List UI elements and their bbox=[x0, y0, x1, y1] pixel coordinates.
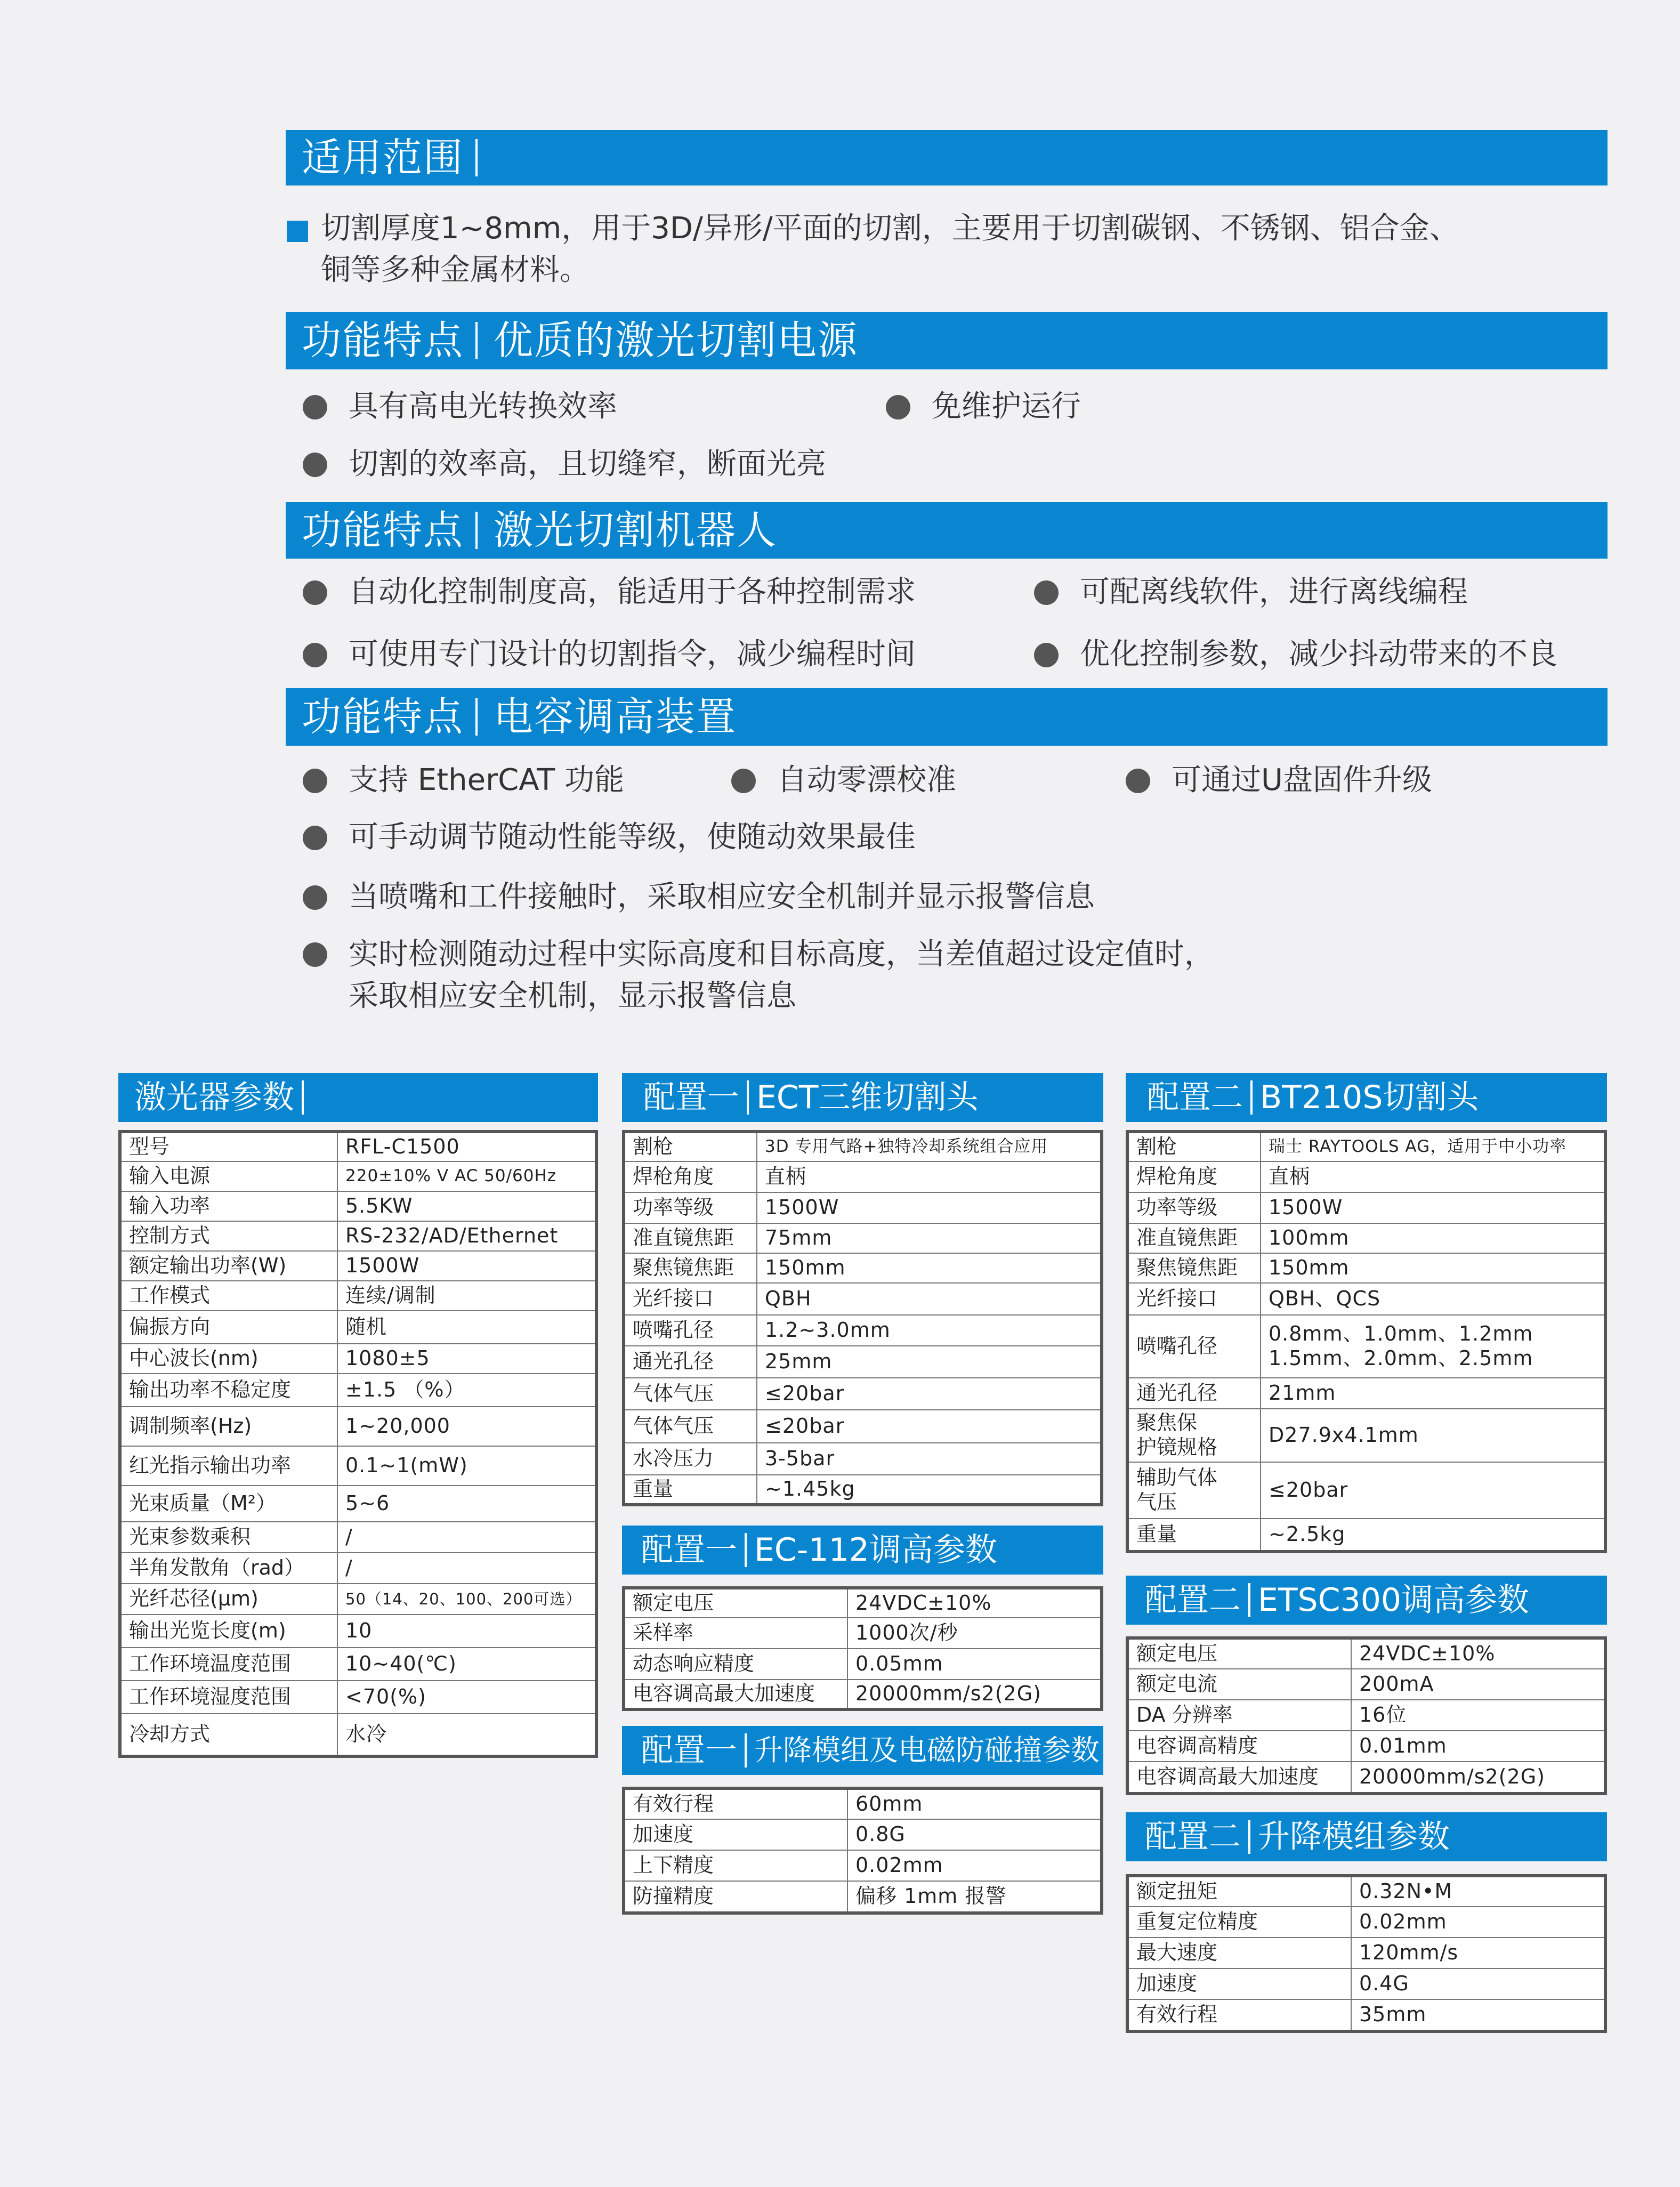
table-row: 输出功率不稳定度 ±1.5 （%） bbox=[120, 1374, 596, 1407]
table-row: 型号 RFL-C1500 bbox=[120, 1132, 596, 1161]
header-prefix: 配置二 bbox=[1145, 1581, 1241, 1619]
table-row: 聚焦镜焦距 150mm bbox=[1127, 1253, 1605, 1283]
table-row: 加速度 0.8G bbox=[624, 1819, 1102, 1850]
bullet-dot-icon bbox=[1034, 643, 1059, 667]
ect-table bbox=[622, 1130, 1103, 1506]
bt210-header bbox=[1126, 1073, 1607, 1122]
title-separator bbox=[475, 698, 478, 736]
table-row: 输入功率 5.5KW bbox=[120, 1191, 596, 1221]
scope-banner bbox=[286, 130, 1608, 185]
banner-title: 优质的激光切割电源 bbox=[494, 318, 858, 364]
table-row: 重量 ~1.45kg bbox=[624, 1475, 1102, 1505]
bullet-dot-icon bbox=[303, 885, 327, 910]
table-row: DA 分辨率 16位 bbox=[1127, 1700, 1605, 1731]
banner-prefix: 功能特点 bbox=[302, 694, 464, 740]
feature-item: 可手动调节随动性能等级，使随动效果最佳 bbox=[303, 822, 916, 852]
etsc-header bbox=[1126, 1576, 1607, 1625]
title-separator bbox=[475, 512, 478, 549]
feature-item: 实时检测随动过程中实际高度和目标高度，当差值超过设定值时， 采取相应安全机制，显示报警信息 bbox=[303, 934, 1214, 1017]
table-row: 气体气压 ≤20bar bbox=[624, 1378, 1102, 1410]
scope-description bbox=[321, 208, 1459, 291]
table-row: 喷嘴孔径 1.2~3.0mm bbox=[624, 1315, 1102, 1346]
table-row: 割枪 3D 专用气路+独特冷却系统组合应用 bbox=[624, 1132, 1102, 1161]
table-row: 通光孔径 25mm bbox=[624, 1346, 1102, 1378]
table-row: 光束质量（M²） 5~6 bbox=[120, 1486, 596, 1522]
title-separator bbox=[302, 1080, 304, 1115]
bullet-dot-icon bbox=[303, 826, 327, 850]
bullet-dot-icon bbox=[886, 395, 910, 419]
header-prefix: 配置一 bbox=[641, 1531, 737, 1569]
table-row: 工作环境湿度范围 <70(%) bbox=[120, 1681, 596, 1714]
table-row: 输出光览长度(m) 10 bbox=[120, 1615, 596, 1648]
table-row: 工作模式 连续/调制 bbox=[120, 1281, 596, 1311]
feature-item: 可通过U盘固件升级 bbox=[1126, 765, 1432, 795]
lift2-table bbox=[1126, 1874, 1607, 2033]
ec112-table bbox=[622, 1586, 1103, 1711]
bullet-dot-icon bbox=[303, 453, 327, 477]
table-row: 动态响应精度 0.05mm bbox=[624, 1649, 1102, 1680]
bullet-dot-icon bbox=[303, 580, 327, 605]
header-title: 升降模组参数 bbox=[1258, 1818, 1450, 1855]
table-row: 额定电压 24VDC±10% bbox=[1127, 1638, 1605, 1669]
table-row: 输入电源 220±10% V AC 50/60Hz bbox=[120, 1161, 596, 1191]
title-separator bbox=[1250, 1080, 1253, 1115]
table-row: 光纤芯径(μm) 50（14、20、100、200可选） bbox=[120, 1584, 596, 1615]
table-row: 额定电压 24VDC±10% bbox=[624, 1588, 1102, 1618]
title-separator bbox=[1248, 1820, 1250, 1854]
feature-item: 免维护运行 bbox=[886, 392, 1081, 422]
lift2-header bbox=[1126, 1812, 1607, 1861]
table-row: 电容调高最大加速度 20000mm/s2(2G) bbox=[624, 1680, 1102, 1709]
scope-title: 适用范围 bbox=[302, 135, 464, 181]
table-row: 调制频率(Hz) 1~20,000 bbox=[120, 1407, 596, 1446]
header-prefix: 配置二 bbox=[1145, 1818, 1241, 1855]
table-row: 有效行程 60mm bbox=[624, 1788, 1102, 1819]
table-row: 光束参数乘积 / bbox=[120, 1522, 596, 1553]
bullet-dot-icon bbox=[303, 942, 327, 967]
header-title: BT210S切割头 bbox=[1260, 1079, 1479, 1116]
table-row: 通光孔径 21mm bbox=[1127, 1378, 1605, 1409]
table-row: 防撞精度 偏移 1mm 报警 bbox=[624, 1881, 1102, 1913]
title-separator bbox=[1248, 1583, 1250, 1617]
bullet-dot-icon bbox=[303, 643, 327, 667]
bt210-table bbox=[1126, 1130, 1607, 1553]
table-row: 聚焦镜焦距 150mm bbox=[624, 1253, 1102, 1283]
table-row: 控制方式 RS-232/AD/Ethernet bbox=[120, 1221, 596, 1251]
table-row: 光纤接口 QBH、QCS bbox=[1127, 1283, 1605, 1315]
banner-title: 激光切割机器人 bbox=[494, 507, 777, 553]
scope-line: 铜等多种金属材料。 bbox=[321, 253, 589, 287]
ect-header bbox=[622, 1073, 1103, 1122]
table-row: 重量 ~2.5kg bbox=[1127, 1519, 1605, 1552]
title-separator bbox=[475, 139, 478, 176]
table-row: 加速度 0.4G bbox=[1127, 1968, 1605, 1999]
table-row: 电容调高最大加速度 20000mm/s2(2G) bbox=[1127, 1762, 1605, 1794]
title-separator bbox=[475, 322, 478, 359]
feature-item: 具有高电光转换效率 bbox=[303, 392, 617, 422]
table-row: 聚焦保 护镜规格 D27.9x4.1mm bbox=[1127, 1409, 1605, 1462]
header-prefix: 配置一 bbox=[643, 1079, 739, 1116]
lift1-table bbox=[622, 1787, 1103, 1915]
table-row: 功率等级 1500W bbox=[1127, 1192, 1605, 1223]
banner-prefix: 功能特点 bbox=[302, 318, 464, 364]
bullet-dot-icon bbox=[303, 395, 327, 419]
ec112-header bbox=[622, 1526, 1103, 1575]
table-row: 准直镜焦距 75mm bbox=[624, 1223, 1102, 1253]
bullet-dot-icon bbox=[303, 769, 327, 793]
feature-item: 自动化控制制度高，能适用于各种控制需求 bbox=[303, 577, 916, 607]
feature-item: 当喷嘴和工件接触时，采取相应安全机制并显示报警信息 bbox=[303, 882, 1095, 912]
table-row: 额定电流 200mA bbox=[1127, 1669, 1605, 1700]
table-row: 焊枪角度 直柄 bbox=[624, 1161, 1102, 1192]
feature-item: 支持 EtherCAT 功能 bbox=[303, 765, 624, 795]
table-row: 上下精度 0.02mm bbox=[624, 1850, 1102, 1881]
table-row: 中心波长(nm) 1080±5 bbox=[120, 1344, 596, 1374]
etsc-table bbox=[1126, 1636, 1607, 1795]
table-row: 气体气压 ≤20bar bbox=[624, 1410, 1102, 1443]
table-row: 最大速度 120mm/s bbox=[1127, 1938, 1605, 1968]
scope-line: 切割厚度1~8mm，用于3D/异形/平面的切割，主要用于切割碳钢、不锈钢、铝合金、 bbox=[321, 211, 1459, 246]
table-row: 工作环境温度范围 10~40(℃) bbox=[120, 1648, 596, 1681]
feature-banner-power bbox=[286, 312, 1608, 369]
lift1-header bbox=[622, 1726, 1103, 1775]
header-title: 升降模组及电磁防碰撞参数 bbox=[754, 1733, 1100, 1767]
table-row: 冷却方式 水冷 bbox=[120, 1714, 596, 1756]
table-row: 额定输出功率(W) 1500W bbox=[120, 1251, 596, 1281]
header-prefix: 配置二 bbox=[1147, 1079, 1243, 1116]
header-title: ETSC300调高参数 bbox=[1258, 1581, 1530, 1619]
feature-banner-robot bbox=[286, 502, 1608, 559]
table-row: 功率等级 1500W bbox=[624, 1192, 1102, 1223]
table-row: 额定扭矩 0.32N•M bbox=[1127, 1876, 1605, 1907]
title-separator bbox=[745, 1533, 747, 1567]
table-row: 有效行程 35mm bbox=[1127, 1999, 1605, 2031]
feature-item: 优化控制参数，减少抖动带来的不良 bbox=[1034, 640, 1557, 669]
title-separator bbox=[747, 1080, 749, 1115]
table-row: 红光指示输出功率 0.1~1(mW) bbox=[120, 1446, 596, 1486]
table-title: 激光器参数 bbox=[134, 1079, 294, 1116]
bullet-dot-icon bbox=[1034, 580, 1059, 605]
table-row: 偏振方向 随机 bbox=[120, 1311, 596, 1344]
table-row: 电容调高精度 0.01mm bbox=[1127, 1731, 1605, 1762]
feature-banner-capacitive bbox=[286, 688, 1608, 746]
table-row: 准直镜焦距 100mm bbox=[1127, 1223, 1605, 1253]
square-bullet-icon bbox=[287, 221, 308, 242]
bullet-dot-icon bbox=[731, 769, 756, 793]
table-row: 半角发散角（rad） / bbox=[120, 1553, 596, 1584]
header-title: ECT三维切割头 bbox=[756, 1079, 979, 1116]
table-row: 喷嘴孔径 0.8mm、1.0mm、1.2mm 1.5mm、2.0mm、2.5mm bbox=[1127, 1315, 1605, 1378]
title-separator bbox=[745, 1733, 747, 1768]
bullet-dot-icon bbox=[1126, 769, 1150, 793]
feature-item: 自动零漂校准 bbox=[731, 765, 956, 795]
table-row: 焊枪角度 直柄 bbox=[1127, 1161, 1605, 1192]
table-row: 重复定位精度 0.02mm bbox=[1127, 1907, 1605, 1938]
table-row: 水冷压力 3-5bar bbox=[624, 1443, 1102, 1475]
banner-prefix: 功能特点 bbox=[302, 507, 464, 553]
table-row: 采样率 1000次/秒 bbox=[624, 1618, 1102, 1649]
table-row: 割枪 瑞士 RAYTOOLS AG，适用于中小功率 bbox=[1127, 1132, 1605, 1161]
table-row: 辅助气体 气压 ≤20bar bbox=[1127, 1462, 1605, 1519]
laser-params-table bbox=[118, 1130, 598, 1758]
header-title: EC-112调高参数 bbox=[754, 1531, 997, 1569]
header-prefix: 配置一 bbox=[641, 1732, 737, 1769]
feature-item: 切割的效率高，且切缝窄，断面光亮 bbox=[303, 449, 826, 479]
table-row: 光纤接口 QBH bbox=[624, 1283, 1102, 1315]
laser-params-header bbox=[118, 1073, 598, 1122]
banner-title: 电容调高装置 bbox=[494, 694, 737, 740]
feature-item: 可配离线软件，进行离线编程 bbox=[1034, 577, 1468, 607]
feature-item: 可使用专门设计的切割指令，减少编程时间 bbox=[303, 640, 916, 669]
